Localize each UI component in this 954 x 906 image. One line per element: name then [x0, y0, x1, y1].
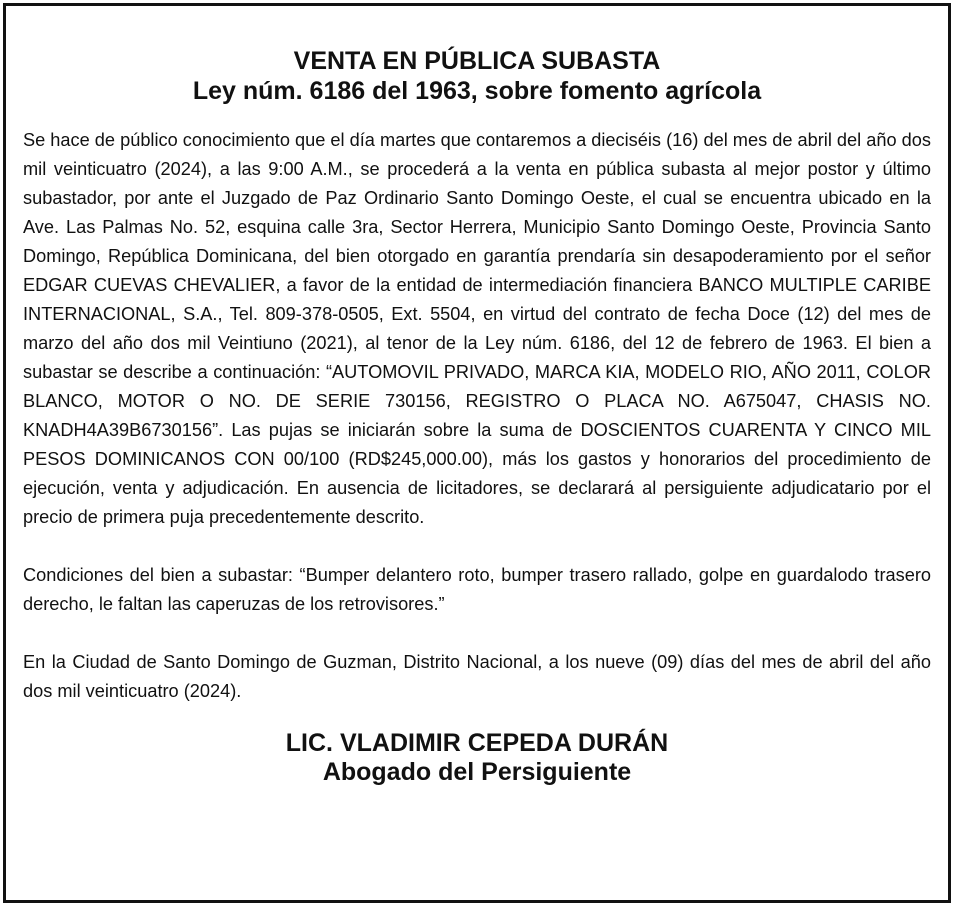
auction-announcement-paragraph: Se hace de público conocimiento que el día martes que contaremos a dieciséis (16) del mes de abril del año dos mil veinticuatro (2024), a las 9:00 A.M., se procederá a la venta en pública subasta al mejor postor y último subastador, por ante el Juzgado de Paz Ordinario Santo Domingo Oeste, el cual se encuentra ubicado en la Ave. Las Palmas No. 52, esquina calle 3ra, Sector Herrera, Municipio Santo Domingo Oeste, Provincia Santo Domingo, República Dominicana, del bien otorgado en garantía prendaría sin desapoderamiento por el señor EDGAR CUEVAS CHEVALIER, a favor de la entidad de intermediación financiera BANCO MULTIPLE CARIBE INTERNACIONAL, S.A., Tel. 809-378-0505, Ext. 5504, en virtud del contrato de fecha Doce (12) del mes de marzo del año dos mil Veintiuno (2021), al tenor de la Ley núm. 6186, del 12 de febrero de 1963. El bien a subastar se describe a continuación: “AUTOMOVIL PRIVADO, MARCA KIA, MODELO RIO, AÑO 2011, COLOR BLANCO, MOTOR O NO. DE SERIE 730156, REGISTRO O PLACA NO. A675047, CHASIS NO. KNADH4A39B6730156”. Las pujas se iniciarán sobre la suma de DOSCIENTOS CUARENTA Y CINCO MIL PESOS DOMINICANOS CON 00/100 (RD$245,000.00), más los gastos y honorarios del procedimiento de ejecución, venta y adjudicación. En ausencia de licitadores, se declarará al persiguiente adjudicatario por el precio de primera puja precedentemente descrito.	[23, 130, 931, 527]
notice-subtitle: Ley núm. 6186 del 1963, sobre fomento agrícola	[192, 77, 762, 105]
notice-body	[23, 126, 931, 706]
notice-frame	[3, 3, 951, 903]
notice-content	[23, 46, 931, 787]
notice-heading	[23, 46, 931, 106]
asset-conditions-paragraph: Condiciones del bien a subastar: “Bumper delantero roto, bumper trasero rallado, golpe en guardalodo trasero derecho, le faltan las caperuzas de los retrovisores.”	[23, 565, 931, 614]
signatory-role: Abogado del Persiguiente	[322, 758, 632, 786]
place-date-paragraph: En la Ciudad de Santo Domingo de Guzman, Distrito Nacional, a los nueve (09) días del mes de abril del año dos mil veinticuatro (2024).	[23, 652, 931, 701]
notice-title: VENTA EN PÚBLICA SUBASTA	[293, 47, 661, 75]
signatory-name: LIC. VLADIMIR CEPEDA DURÁN	[285, 729, 669, 757]
signature-block	[23, 729, 931, 787]
